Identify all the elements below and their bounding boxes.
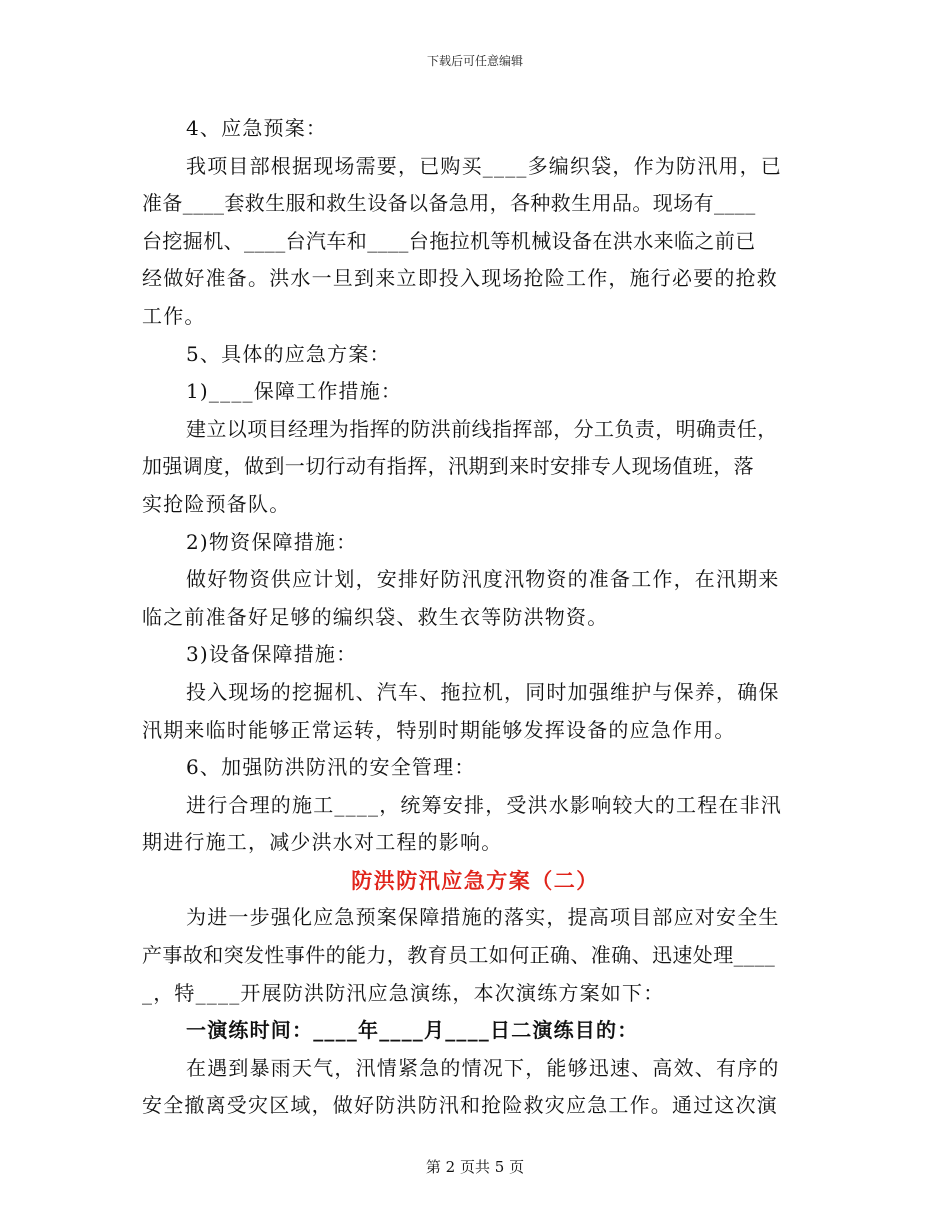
document-body [142, 110, 808, 1125]
paragraph-line: 为进一步强化应急预案保障措施的落实，提高项目部应对安全生 [186, 905, 780, 930]
paragraph-line: 在遇到暴雨天气，汛情紧急的情况下，能够迅速、高效、有序的 [186, 1055, 780, 1080]
paragraph-line: _，特____开展防洪防汛应急演练，本次演练方案如下： [142, 980, 665, 1005]
section-heading-6: 6、加强防洪防汛的安全管理： [186, 755, 476, 780]
drill-time-heading: 一演练时间：____年____月____日二演练目的： [186, 1018, 639, 1043]
paragraph-line: 期进行施工，减少洪水对工程的影响。 [142, 830, 503, 855]
paragraph-line: 准备____套救生服和救生设备以备急用，各种救生用品。现场有____ [142, 191, 756, 216]
page-header: 下载后可任意编辑 [426, 54, 523, 68]
section-heading-4: 4、应急预案： [186, 116, 328, 140]
section-title-2: 防洪防汛应急方案（二） [351, 867, 599, 893]
paragraph-line: 我项目部根据现场需要，已购买____多编织袋，作为防汛用，已 [186, 153, 782, 178]
subsection-heading: 1)____保障工作措施： [186, 379, 403, 404]
paragraph-line: 产事故和突发性事件的能力，教育员工如何正确、准确、迅速处理____ [142, 943, 776, 968]
paragraph-line: 加强调度，做到一切行动有指挥，汛期到来时安排专人现场值班，落 [142, 454, 754, 479]
page-footer: 第 2 页共 5 页 [425, 1158, 525, 1176]
paragraph-line: 安全撤离受灾区域，做好防洪防汛和抢险救灾应急工作。通过这次演 [142, 1093, 778, 1118]
paragraph-line: 投入现场的挖掘机、汽车、拖拉机，同时加强维护与保养，确保 [186, 679, 780, 704]
paragraph-line: 台挖掘机、____台汽车和____台拖拉机等机械设备在洪水来临之前已 [142, 228, 756, 253]
section-heading-5: 5、具体的应急方案： [186, 341, 391, 366]
paragraph-line: 实抢险预备队。 [142, 491, 291, 516]
subsection-heading: 3)设备保障措施： [186, 642, 358, 667]
subsection-heading: 2)物资保障措施： [186, 529, 358, 554]
paragraph-line: 临之前准备好足够的编织袋、救生衣等防洪物资。 [142, 604, 609, 629]
paragraph-line: 经做好准备。洪水一旦到来立即投入现场抢险工作，施行必要的抢救 [142, 266, 778, 291]
paragraph-line: 建立以项目经理为指挥的防洪前线指挥部，分工负责，明确责任， [186, 416, 778, 441]
paragraph-line: 汛期来临时能够正常运转，特别时期能够发挥设备的应急作用。 [142, 717, 736, 742]
paragraph-line: 做好物资供应计划，安排好防汛度汛物资的准备工作，在汛期来 [186, 567, 780, 592]
paragraph-line: 工作。 [142, 303, 206, 328]
paragraph-line: 进行合理的施工____，统筹安排，受洪水影响较大的工程在非汛 [186, 792, 782, 817]
